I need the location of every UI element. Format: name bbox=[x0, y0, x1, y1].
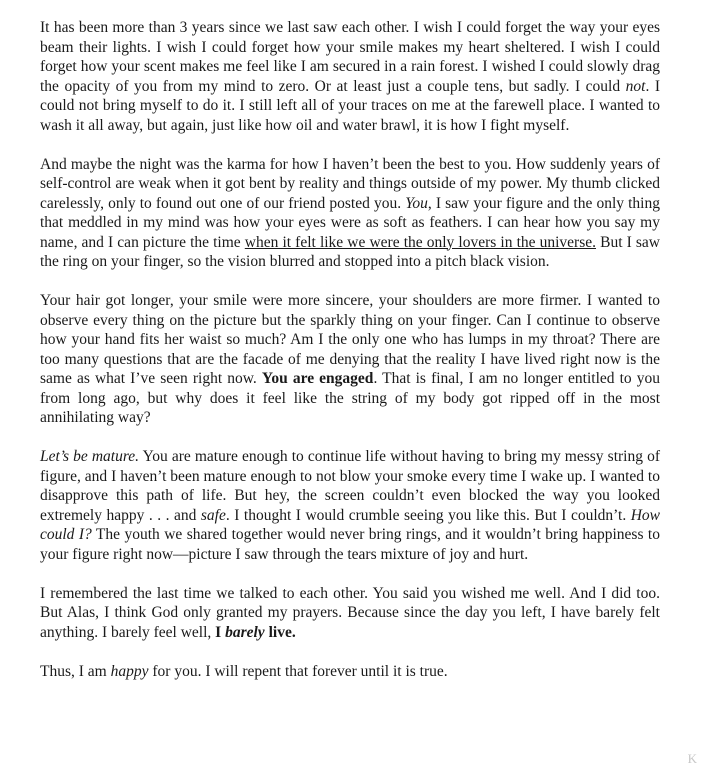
document-body bbox=[40, 18, 660, 701]
italic-text-run: happy bbox=[110, 662, 149, 680]
bold-text-run: You are engaged bbox=[261, 370, 374, 387]
paragraph-6 bbox=[40, 662, 660, 682]
text-run: . That is final, I am no longer entitled to you from long ago, but why does it feel like the string of my body got ripped off in the most annihilating way? bbox=[40, 370, 661, 426]
text-run: . I could not bring myself to do it. I still left all of your traces on me at the farewell place. I wanted to wash it all away, but again, just like how oil and water brawl, it is how I fight myself. bbox=[40, 77, 660, 134]
text-run: for you. I will repent that forever until it is true. bbox=[148, 662, 448, 680]
italic-text-run: Let’s be mature. bbox=[40, 448, 140, 465]
text-run: I remembered the last time we talked to each other. You said you wished me well. And I did too. But Alas, I think God only granted my prayers. Because since the day you left, I have barely felt anything. I barely feel well, bbox=[40, 584, 660, 641]
text-run: , I saw your figure and the only thing that meddled in my mind was how your eyes were as soft as feathers. I can hear how you say my name, and I can picture the time bbox=[40, 194, 660, 251]
italic-text-run: You bbox=[405, 194, 428, 212]
text-run: But I saw the ring on your finger, so the vision blurred and stopped into a pitch black vision. bbox=[40, 233, 660, 270]
italic-text-run: safe bbox=[200, 506, 226, 524]
text-run: You are mature enough to continue life without having to bring my messy string of figure, and I haven’t been mature enough to not blow your smoke every time I wake up. I wanted to disapprove this path of life. But hey, the screen couldn’t even blocked the way you looked extremely happy . . . and bbox=[40, 448, 660, 524]
paragraph-4 bbox=[40, 447, 660, 564]
text-run: Thus, I am bbox=[40, 662, 111, 680]
paragraph-1 bbox=[40, 18, 660, 135]
paragraph-2 bbox=[40, 155, 660, 272]
paragraph-3 bbox=[40, 291, 660, 428]
bold-italic-text-run: barely bbox=[225, 623, 265, 641]
bold-text-run: I bbox=[215, 623, 226, 641]
italic-text-run: How could I? bbox=[40, 506, 660, 543]
paragraph-5 bbox=[40, 584, 660, 643]
bold-text-run: live. bbox=[264, 623, 296, 641]
underlined-text-run: when it felt like we were the only lovers in the universe. bbox=[244, 233, 596, 251]
text-run: It has been more than 3 years since we last saw each other. I wish I could forget the way your eyes beam their lights. I wish I could forget how your smile makes my heart sheltered. I wish I could forget how your scent makes me feel like I am secured in a rain forest. I wished I could slowly drag the opacity of you from my mind to zero. Or at least just a couple tens, but sadly. I could bbox=[40, 19, 660, 95]
text-run: Your hair got longer, your smile were more sincere, your shoulders are more firmer. I wanted to observe every thing on the picture but the sparkly thing on your finger. Can I continue to observe how your hand fits her waist so much? Am I the only one who has lumps in my throat? There are too many questions that are the facade of me denying that the reality I have lived right now is the same as what I’ve seen right now. bbox=[40, 292, 660, 387]
text-run: And maybe the night was the karma for how I haven’t been the best to you. How suddenly years of self-control are weak when it got bent by reality and things outside of my power. My thumb clicked carelessly, only to found out one of our friend posted you. bbox=[40, 155, 660, 212]
text-run: . I thought I would crumble seeing you like this. But I couldn’t. bbox=[225, 506, 631, 524]
page-corner-mark: K bbox=[687, 751, 697, 766]
text-run: The youth we shared together would never bring rings, and it wouldn’t bring happiness to your figure right now—picture I saw through the tears mixture of joy and hurt. bbox=[40, 526, 660, 563]
italic-text-run: not bbox=[625, 77, 646, 95]
